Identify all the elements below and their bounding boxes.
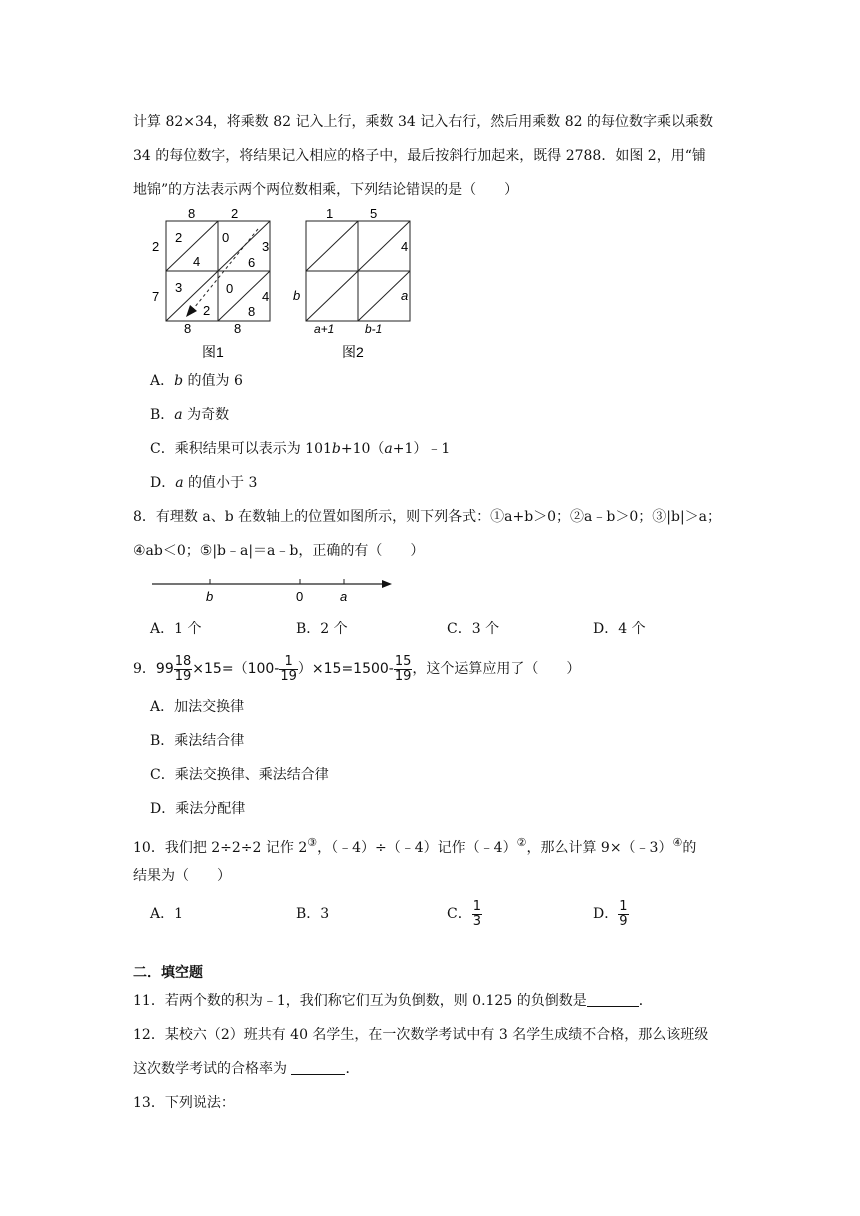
- var: a: [175, 475, 184, 491]
- fig2-caption: 图2: [342, 344, 364, 360]
- fig1-cell: 2: [203, 303, 211, 318]
- option-label: D．: [593, 906, 619, 922]
- denominator: 9: [619, 913, 628, 929]
- q9-int: 99: [155, 661, 174, 677]
- q10-superscript: ④: [672, 836, 683, 849]
- q9-number: 9．: [133, 661, 156, 677]
- denominator: 3: [472, 913, 481, 929]
- q7-option-a[interactable]: [150, 371, 243, 391]
- q9-expression: [133, 649, 580, 689]
- denominator: 19: [174, 668, 192, 684]
- q12-end: ．: [345, 1061, 360, 1077]
- fig2-left-bottom: b: [293, 288, 301, 303]
- option-label: C．: [150, 441, 175, 457]
- q11-end: ．: [638, 993, 653, 1009]
- fraction: [174, 655, 193, 684]
- q10-option-c[interactable]: [447, 895, 482, 933]
- q8-option-b[interactable]: B．2 个: [296, 621, 348, 637]
- option-text: 为奇数: [182, 407, 230, 423]
- axis-label-0: 0: [296, 589, 304, 604]
- denominator: 19: [280, 668, 297, 684]
- fig2-right-top: 4: [401, 239, 409, 254]
- fig1-cell: 4: [193, 254, 201, 269]
- q9-mid-2: ）×15=1500-: [297, 661, 394, 677]
- q10-superscript: ②: [516, 836, 527, 849]
- q12-answer-blank[interactable]: [291, 1060, 345, 1075]
- numerator: 18: [174, 653, 192, 669]
- q12-line-1: 12．某校六（2）班共有 40 名学生，在一次数学考试中有 3 名学生成绩不合格，那么该班级: [133, 1027, 709, 1043]
- fig2-right-bottom: a: [401, 288, 409, 303]
- q11-text: 11．若两个数的积为﹣1，我们称它们互为负倒数，则 0.125 的负倒数是: [133, 993, 587, 1009]
- var: b: [174, 373, 184, 389]
- q8-option-c[interactable]: C．3 个: [447, 621, 500, 637]
- fig1-cell: 6: [248, 255, 256, 270]
- fig1-left-1: 2: [152, 239, 160, 254]
- option-label: D．: [150, 475, 176, 491]
- option-text: +1）﹣1: [392, 441, 451, 457]
- q8-option-a[interactable]: A．1 个: [150, 621, 202, 637]
- fig1-cell: 0: [222, 230, 230, 245]
- fig1-caption: 图1: [202, 344, 224, 360]
- q8-option-d[interactable]: D．4 个: [593, 621, 646, 637]
- q9-option-c[interactable]: C．乘法交换律、乘法结合律: [150, 767, 329, 783]
- q7-option-c[interactable]: [150, 439, 450, 459]
- q10-option-a[interactable]: A．1: [150, 906, 184, 922]
- var: a: [174, 407, 183, 423]
- q8-line-2: ④ab＜0；⑤|b﹣a|＝a﹣b，正确的有（ ）: [133, 543, 425, 559]
- option-label: C．: [447, 906, 472, 922]
- fig1-bottom-2: 8: [234, 321, 242, 336]
- fraction: [618, 900, 628, 929]
- q12-text: 这次数学考试的合格率为: [133, 1061, 292, 1077]
- figure-1-lattice-diagram: [140, 205, 280, 365]
- q10-option-d[interactable]: [593, 895, 629, 933]
- q8-line-1: 8．有理数 a、b 在数轴上的位置如图所示，则下列各式：①a+b＞0；②a﹣b＞0；③|b|＞a；: [133, 509, 722, 525]
- fig1-cell: 0: [226, 281, 234, 296]
- fig1-cell: 8: [248, 304, 256, 319]
- q10-text: 的: [682, 840, 697, 856]
- fraction: [472, 900, 482, 929]
- intro-line-3: 地锦”的方法表示两个两位数相乘，下列结论错误的是（ ）: [133, 182, 519, 198]
- q7-option-d[interactable]: [150, 473, 257, 493]
- option-text: 乘积结果可以表示为 101: [174, 441, 332, 457]
- option-label: A．: [150, 373, 175, 389]
- q8-number-line: [150, 574, 400, 608]
- fig1-right-1: 3: [262, 239, 270, 254]
- fig2-top-1: 1: [326, 206, 334, 221]
- q11-answer-blank[interactable]: [587, 992, 639, 1007]
- q10-text: ，（﹣4）÷（﹣4）记作（﹣4）: [317, 840, 517, 856]
- numerator: 15: [394, 653, 412, 669]
- q9-mid-1: ×15=（100-: [192, 661, 280, 677]
- fig2-top-2: 5: [370, 206, 378, 221]
- intro-line-1: 计算 82×34，将乘数 82 记入上行，乘数 34 记入右行，然后用乘数 82 的每位数字乘以乘数: [133, 114, 713, 130]
- fig1-left-2: 7: [152, 289, 160, 304]
- fig1-bottom-1: 8: [184, 321, 192, 336]
- q10-line-1: [133, 833, 696, 858]
- q9-option-b[interactable]: B．乘法结合律: [150, 733, 245, 749]
- intro-line-2: 34 的每位数字，将结果记入相应的格子中，最后按斜行加起来，既得 2788．如图 2，用“铺: [133, 148, 706, 164]
- q10-option-b[interactable]: B．3: [296, 906, 330, 922]
- var: b: [331, 441, 341, 457]
- q11: [133, 991, 653, 1011]
- axis-label-b: b: [206, 589, 214, 604]
- figure-2-lattice-diagram: [287, 205, 427, 365]
- fig1-top-1: 8: [188, 206, 196, 221]
- q10-superscript: ③: [307, 836, 318, 849]
- q10-text: ，那么计算 9×（﹣3）: [526, 840, 673, 856]
- var: a: [384, 441, 393, 457]
- q9-option-d[interactable]: D．乘法分配律: [150, 801, 246, 817]
- axis-label-a: a: [340, 589, 348, 604]
- q10-line-2: 结果为（ ）: [133, 868, 231, 884]
- fig2-bottom-1: a+1: [314, 322, 335, 336]
- numerator: 1: [279, 655, 298, 670]
- numerator: 1: [472, 898, 481, 914]
- option-text: +10（: [340, 441, 385, 457]
- q12-line-2: [133, 1059, 359, 1079]
- fraction: [279, 655, 298, 684]
- q10-text: 10．我们把 2÷2÷2 记作 2: [133, 840, 308, 856]
- fig1-cell: 2: [175, 230, 183, 245]
- q13: 13．下列说法：: [133, 1095, 235, 1111]
- fig1-cell: 3: [175, 280, 183, 295]
- q9-option-a[interactable]: A．加法交换律: [150, 699, 245, 715]
- option-label: B．: [150, 407, 175, 423]
- fig1-top-2: 2: [231, 206, 239, 221]
- q7-option-b[interactable]: [150, 405, 229, 425]
- section-2-title: 二．填空题: [133, 965, 203, 981]
- option-text: 的值小于 3: [183, 475, 258, 491]
- q9-tail: ，这个运算应用了（ ）: [412, 661, 581, 677]
- numerator: 1: [619, 898, 628, 914]
- denominator: 19: [394, 668, 412, 684]
- fig1-right-2: 4: [262, 289, 270, 304]
- option-text: 的值为 6: [183, 373, 243, 389]
- fraction: [394, 655, 413, 684]
- fig2-bottom-2: b-1: [365, 322, 383, 336]
